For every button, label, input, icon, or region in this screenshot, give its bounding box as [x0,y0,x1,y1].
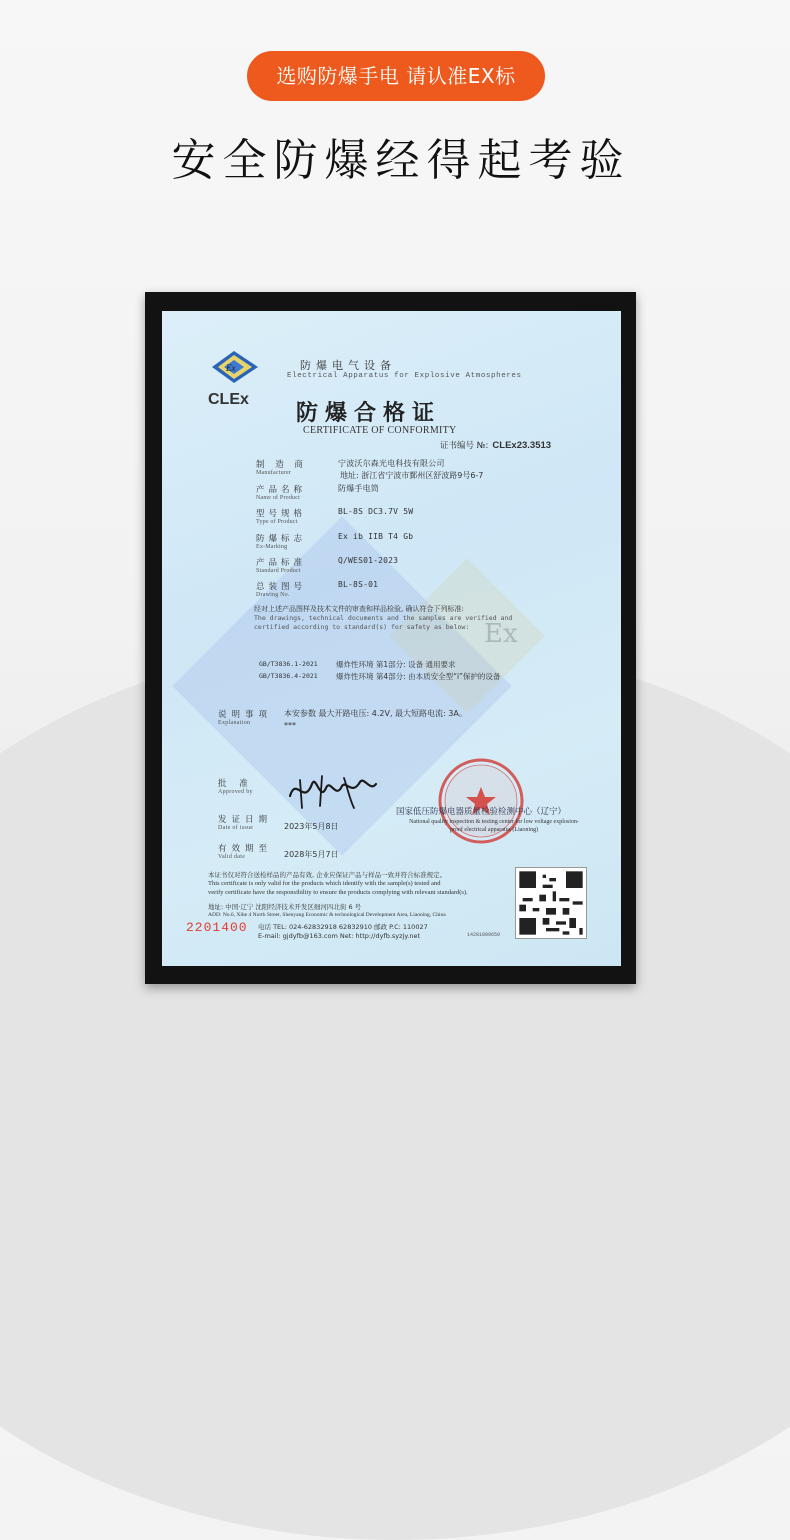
qr-code-icon [515,867,587,939]
issue-date-label-cn: 发证日期 [218,815,273,825]
valid-date-label-en: Valid date [218,854,246,860]
org-name-cn: 国家低压防爆电器质量检验检测中心（辽宁） [396,807,567,817]
title-en: CERTIFICATE OF CONFORMITY [303,425,457,436]
email: E-mail: gjdyfb@163.com Net: http://dyfb.syzjy.net [258,932,421,940]
logo-badge: Ex [226,363,236,373]
valid-date-label [218,842,272,860]
title-cn: 防爆合格证 [296,401,442,426]
promo-pill: 选购防爆手电 请认准EX标 [247,51,545,101]
approved-label [218,777,253,795]
standard-desc: 爆炸性环境 第4部分: 由本质安全型“i”保护的设备 [336,672,501,681]
field-label-cn: 产品标准 [256,558,307,568]
field-value: 宁波沃尔森光电科技有限公司 [338,459,445,468]
field-row [256,580,379,599]
field-row [256,483,379,502]
telephone: 电话 TEL: 024-62832918 62832910 邮政 P.C: 110027 [258,923,428,931]
issue-date-label-en: Date of issue [218,825,254,831]
approved-label-cn: 批 准 [218,779,253,789]
signature [282,766,382,816]
field-value: BL-8S-01 [338,580,379,589]
field-row [256,507,414,526]
field-label-cn: 型号规格 [256,509,307,519]
org-name-en: National quality inspection & testing center for low voltage explosion-proof electrical apparatus (Liaoning) [409,819,579,833]
certificate-number [440,439,551,451]
standard-code: GB/T3836.4-2021 [259,672,318,680]
field-value: 防爆手电筒 [338,484,379,493]
field-row [256,458,484,480]
field-label-en: Type of Product [256,519,298,525]
field-label-cn: 总装图号 [256,582,307,592]
standard-code: GB/T3836.1-2021 [259,660,318,668]
explanation-label [218,708,272,726]
footer-cn: 本证书仅对符合送检样品的产品有效, 企业应保证产品与样品一致并符合标准规定。 [208,871,447,879]
field-row [256,532,414,551]
standard-desc: 爆炸性环境 第1部分: 设备 通用要求 [336,660,456,669]
field-label-cn: 防爆标志 [256,534,307,544]
field-value: Ex ib IIB T4 Gb [338,532,414,541]
field-label-en: Standard Product [256,568,301,574]
explanation-label-en: Explanation [218,720,251,726]
title-en-small: Electrical Apparatus for Explosive Atmospheres [287,372,522,380]
field-label-cn: 制 造 商 [256,460,307,470]
issue-date-value: 2023年5月8日 [284,822,339,831]
field-label-en: Ex-Marking [256,544,288,550]
field-label-cn: 产品名称 [256,485,307,495]
valid-date-label-cn: 有效期至 [218,844,273,854]
explanation-value-2: *** [284,721,296,730]
certificate-number-label: 证书编号 №: [440,441,489,451]
certificate-number-value: CLEx23.3513 [492,440,552,451]
serial-number: 2201400 [186,920,248,935]
watermark-ex: Ex [484,619,518,649]
explanation-value: 本安参数 最大开路电压: 4.2V, 最大短路电流: 3A。 [284,709,467,718]
logo-text: CLEx [208,391,249,408]
qr-number: 14281009650 [467,932,501,938]
field-row [256,556,399,575]
footer-en-2: verify certificate have the responsibility to ensure the products complying with relevant standard(s). [208,889,468,896]
address-cn: 地址: 中国·辽宁 沈阳经济技术开发区细河四北街 6 号 [208,903,362,911]
approved-label-en: Approved by [218,789,253,795]
valid-date-value: 2028年5月7日 [284,850,339,859]
field-label-en: Manufacturer [256,470,292,476]
title-cn-small: 防爆电气设备 [300,359,396,372]
footer-en-1: This certificate is only valid for the products which identify with the sample(s) tested and [208,880,441,887]
conformity-cn: 经对上述产品图样及技术文件的审查和样品检验, 确认符合下列标准: [254,605,464,613]
address-en: ADD: No.6, Xihe 4 North Street, Shenyang Economic & technological Development Area, Liaoning, China [208,912,446,918]
field-label-en: Name of Product [256,495,300,501]
headline: 安全防爆经得起考验 [171,135,631,186]
field-value: Q/WES01-2023 [338,556,399,565]
explanation-label-cn: 说明事项 [218,710,273,720]
field-label-en: Drawing No. [256,592,290,598]
field-value-2: 地址: 浙江省宁波市鄞州区舒波路9号6-7 [340,471,484,480]
conformity-en: The drawings, technical documents and the samples are verified and certified according to standard(s) for safety as below: [254,614,513,631]
issue-date-label [218,813,272,831]
field-value: BL-8S DC3.7V 5W [338,507,414,516]
certificate [162,311,621,966]
